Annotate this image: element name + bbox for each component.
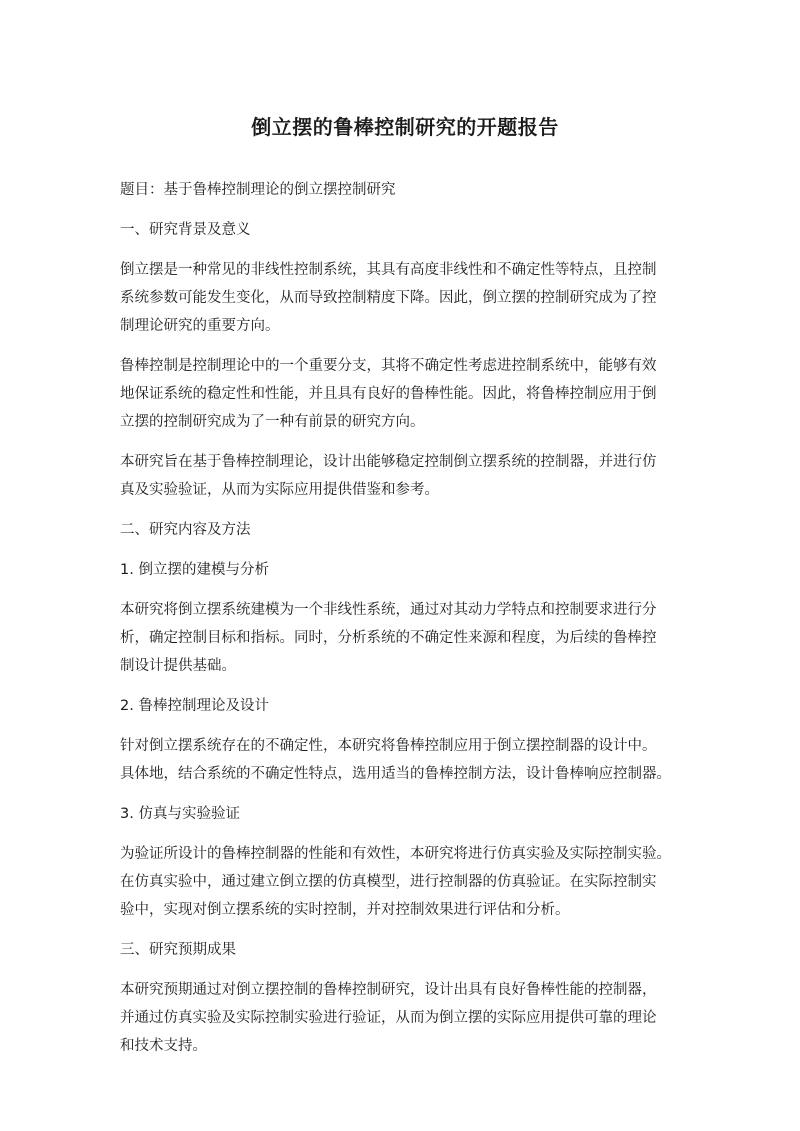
section-1-paragraph-2 [120, 352, 690, 436]
paragraph-line: 真及实验验证，从而为实际应用提供借鉴和参考。 [120, 482, 439, 498]
subsection-2-1-heading: 1. 倒立摆的建模与分析 [120, 562, 269, 578]
paragraph-line: 针对倒立摆系统存在的不确定性，本研究将鲁棒控制应用于倒立摆控制器的设计中。 [120, 738, 657, 754]
paragraph-line: 为验证所设计的鲁棒控制器的性能和有效性，本研究将进行仿真实验及实际控制实验。 [120, 846, 671, 862]
paragraph-line: 倒立摆是一种常见的非线性控制系统，其具有高度非线性和不确定性等特点，且控制 [120, 262, 657, 278]
paragraph-line: 在仿真实验中，通过建立倒立摆的仿真模型，进行控制器的仿真验证。在实际控制实 [120, 874, 657, 890]
paragraph-line: 本研究将倒立摆系统建模为一个非线性系统，通过对其动力学特点和控制要求进行分 [120, 602, 657, 618]
document-title: 倒立摆的鲁棒控制研究的开题报告 [251, 115, 559, 139]
section-2-heading: 二、研究内容及方法 [120, 522, 251, 538]
section-3-paragraph [120, 976, 690, 1060]
section-3-heading: 三、研究预期成果 [120, 942, 236, 958]
paragraph-line: 系统参数可能发生变化，从而导致控制精度下降。因此，倒立摆的控制研究成为了控 [120, 290, 657, 306]
paragraph-line: 地保证系统的稳定性和性能，并且具有良好的鲁棒性能。因此，将鲁棒控制应用于倒 [120, 386, 657, 402]
paragraph-line: 鲁棒控制是控制理论中的一个重要分支，其将不确定性考虑进控制系统中，能够有效 [120, 358, 657, 374]
section-1-paragraph-3 [120, 448, 690, 504]
paragraph-line: 立摆的控制研究成为了一种有前景的研究方向。 [120, 414, 425, 430]
paragraph-line: 制理论研究的重要方向。 [120, 318, 280, 334]
paragraph-line: 析，确定控制目标和指标。同时，分析系统的不确定性来源和程度，为后续的鲁棒控 [120, 630, 657, 646]
section-1-paragraph-1 [120, 256, 690, 340]
paragraph-line: 验中，实现对倒立摆系统的实时控制，并对控制效果进行评估和分析。 [120, 902, 570, 918]
subsection-2-3-heading: 3. 仿真与实验验证 [120, 806, 240, 822]
paragraph-line: 本研究旨在基于鲁棒控制理论，设计出能够稳定控制倒立摆系统的控制器，并进行仿 [120, 454, 657, 470]
subsection-2-2-heading: 2. 鲁棒控制理论及设计 [120, 698, 269, 714]
paragraph-line: 并通过仿真实验及实际控制实验进行验证，从而为倒立摆的实际应用提供可靠的理论 [120, 1010, 657, 1026]
subsection-2-2-paragraph [120, 732, 690, 788]
document-page [120, 112, 690, 1072]
subsection-2-1-paragraph [120, 596, 690, 680]
subsection-2-3-paragraph [120, 840, 690, 924]
topic-line: 题目：基于鲁棒控制理论的倒立摆控制研究 [120, 182, 396, 198]
paragraph-line: 和技术支持。 [120, 1038, 207, 1054]
section-1-heading: 一、研究背景及意义 [120, 222, 251, 238]
paragraph-line: 本研究预期通过对倒立摆控制的鲁棒控制研究，设计出具有良好鲁棒性能的控制器， [120, 982, 657, 998]
paragraph-line: 制设计提供基础。 [120, 658, 236, 674]
paragraph-line: 具体地，结合系统的不确定性特点，选用适当的鲁棒控制方法，设计鲁棒响应控制器。 [120, 766, 671, 782]
